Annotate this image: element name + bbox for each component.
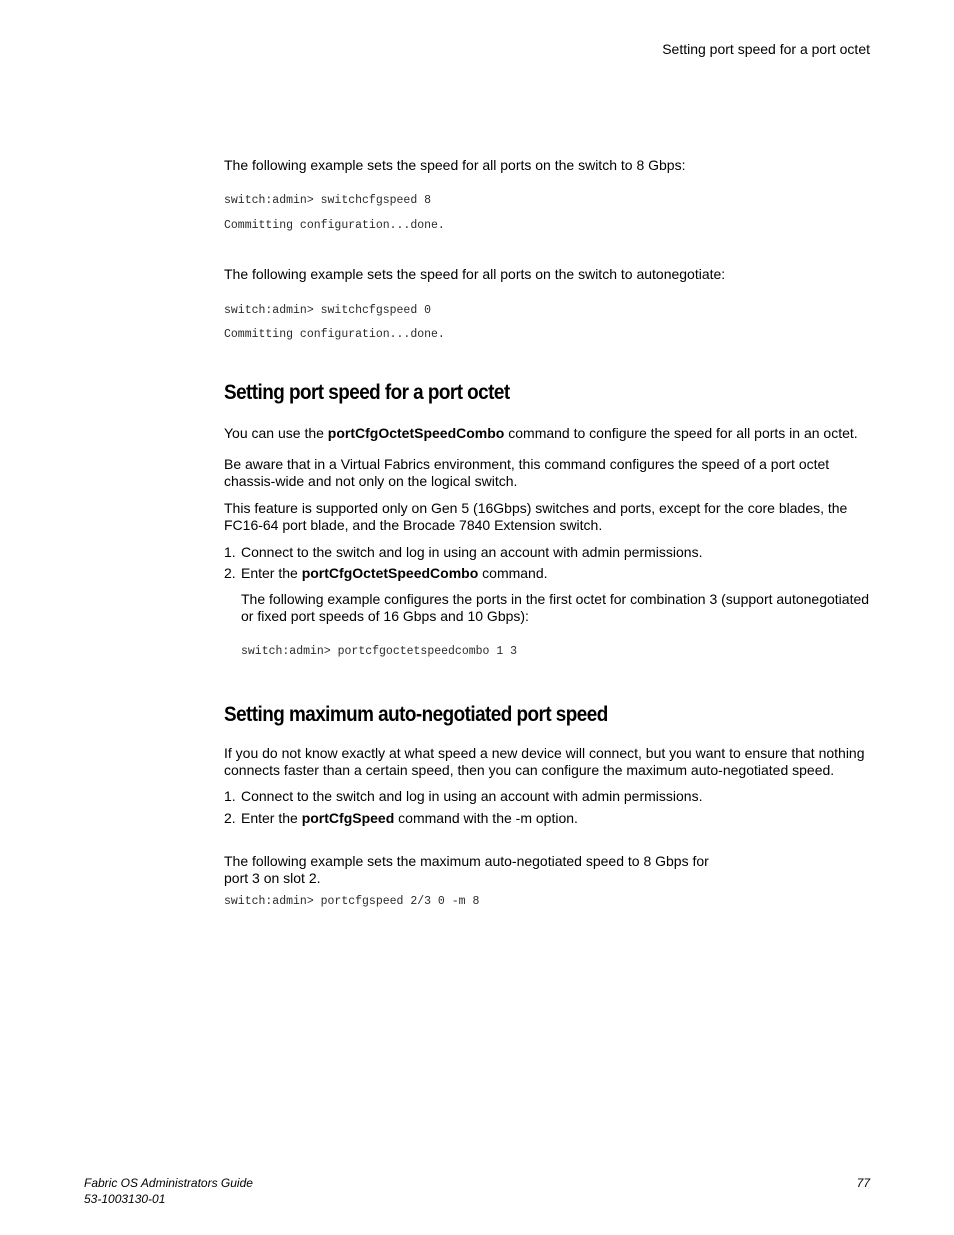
code-switchcfgspeed-8: switch:admin> switchcfgspeed 8: [224, 194, 432, 207]
step-number: 2.: [224, 565, 236, 581]
code-committing-2: Committing configuration...done.: [224, 328, 445, 341]
step-1: [224, 788, 702, 805]
step-2: [224, 810, 578, 827]
step-text-pre: Enter the: [241, 810, 302, 826]
code-portcfgspeed: switch:admin> portcfgspeed 2/3 0 -m 8: [224, 895, 480, 908]
footer-doc-title: Fabric OS Administrators Guide: [84, 1176, 253, 1190]
intro-text-post: command to configure the speed for all ports in an octet.: [504, 425, 858, 441]
step-text-pre: Enter the: [241, 565, 302, 581]
step-number: 1.: [224, 544, 236, 560]
command-portcfgspeed: portCfgSpeed: [301, 810, 395, 826]
step-text: Connect to the switch and log in using an account with admin permissions.: [241, 788, 703, 804]
section-heading-port-octet: Setting port speed for a port octet: [224, 381, 510, 404]
command-portcfgoctetspeedcombo: portCfgOctetSpeedCombo: [327, 425, 505, 441]
step-text: Connect to the switch and log in using an account with admin permissions.: [241, 544, 703, 560]
step-number: 1.: [224, 788, 236, 804]
port-octet-intro: [224, 425, 874, 442]
virtual-fabrics-note: Be aware that in a Virtual Fabrics environment, this command configures the speed of a port octet chassis-wide and not only on the logical switch.: [224, 456, 830, 489]
running-header: Setting port speed for a port octet: [662, 41, 870, 57]
intro-text-pre: You can use the: [224, 425, 328, 441]
code-portcfgoctetspeedcombo: switch:admin> portcfgoctetspeedcombo 1 3: [241, 645, 518, 658]
support-note: This feature is supported only on Gen 5 (16Gbps) switches and ports, except for the core blades, the FC16-64 port blade, and the Brocade 7840 Extension switch.: [224, 500, 848, 533]
command-portcfgoctetspeedcombo: portCfgOctetSpeedCombo: [301, 565, 479, 581]
max-autoneg-intro: If you do not know exactly at what speed a new device will connect, but you want to ensure that nothing connects faster than a certain speed, then you can configure the maximum auto-negotiated speed.: [224, 745, 865, 778]
step-1: [224, 544, 702, 561]
step-text-post: command.: [478, 565, 548, 581]
example-intro-autoneg: The following example sets the speed for all ports on the switch to autonegotiate:: [224, 266, 726, 282]
max-speed-example-line-2: port 3 on slot 2.: [224, 870, 321, 886]
example-intro-8gbps: The following example sets the speed for all ports on the switch to 8 Gbps:: [224, 157, 686, 173]
code-switchcfgspeed-0: switch:admin> switchcfgspeed 0: [224, 304, 432, 317]
code-committing-1: Committing configuration...done.: [224, 219, 445, 232]
step-2: [224, 565, 548, 582]
max-speed-example-line-1: The following example sets the maximum auto-negotiated speed to 8 Gbps for: [224, 853, 709, 869]
octet-example-description: The following example configures the ports in the first octet for combination 3 (support autonegotiated or fixed port speeds of 16 Gbps and 10 Gbps):: [241, 591, 870, 624]
footer-doc-number: 53-1003130-01: [84, 1192, 166, 1206]
step-text-post: command with the -m option.: [394, 810, 578, 826]
page-number: 77: [856, 1176, 870, 1190]
section-heading-max-autoneg: Setting maximum auto-negotiated port speed: [224, 703, 608, 726]
step-number: 2.: [224, 810, 236, 826]
